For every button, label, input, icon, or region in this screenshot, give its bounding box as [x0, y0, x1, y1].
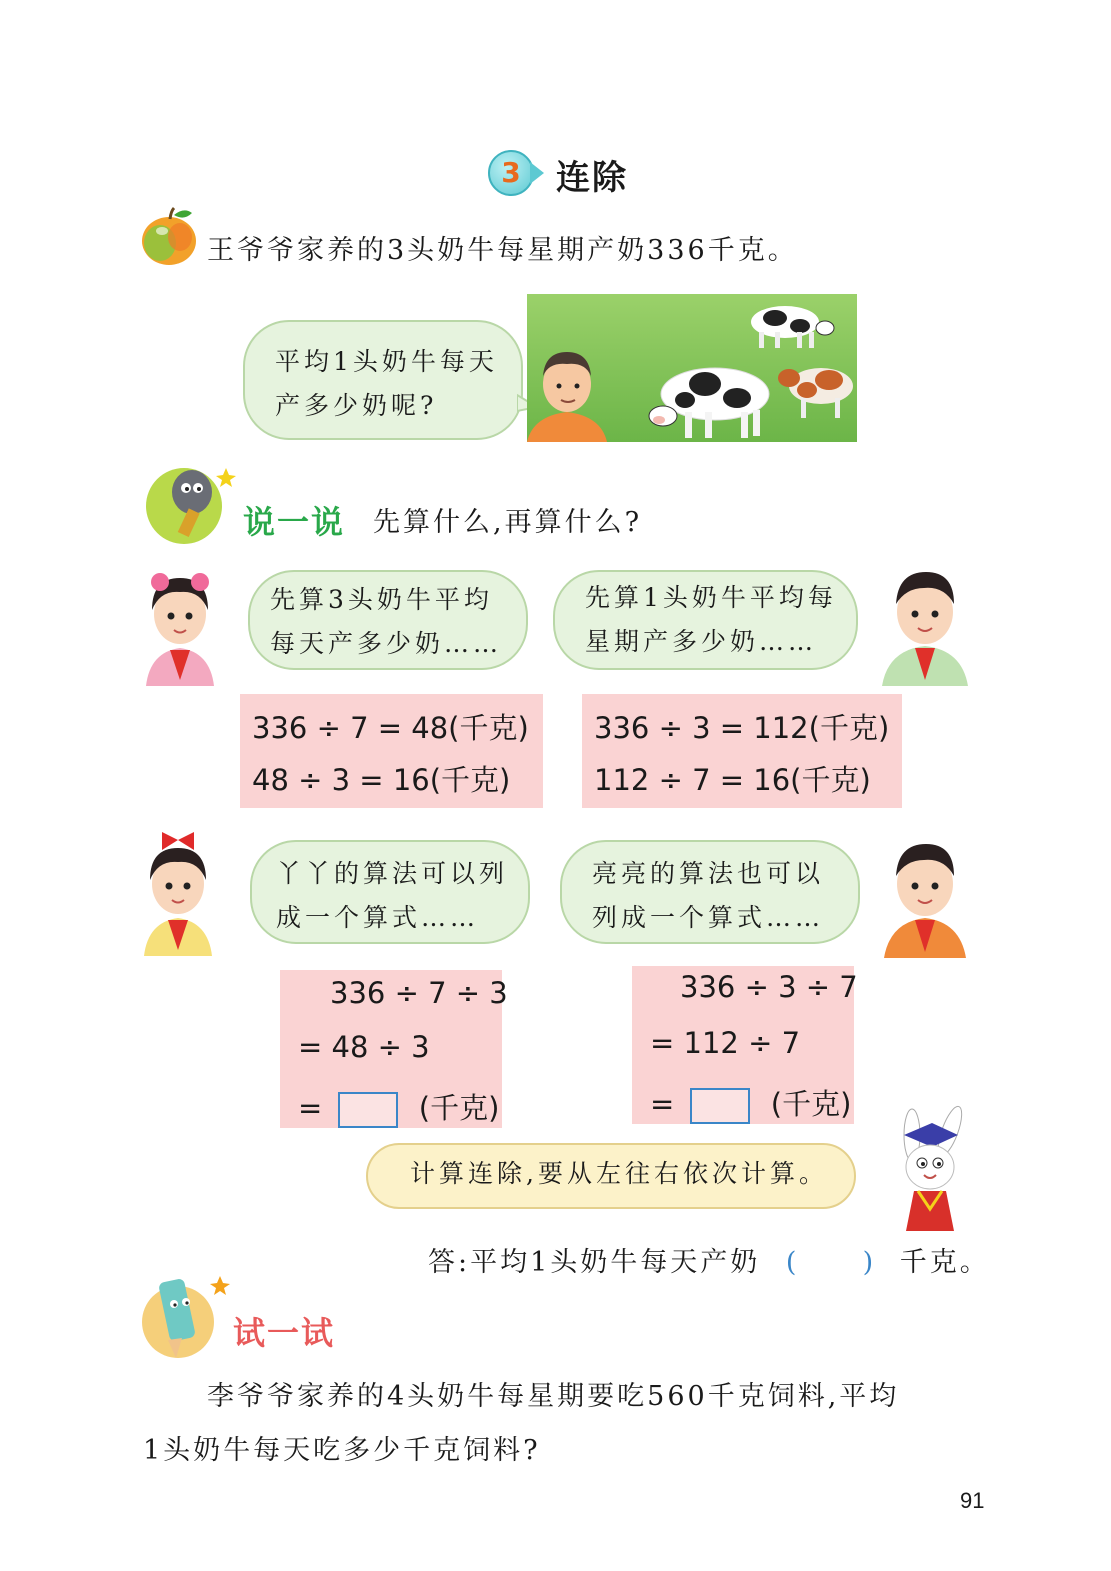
boy-avatar: [880, 560, 970, 686]
microphone-mascot-icon: [140, 460, 240, 546]
answer-blank-right[interactable]: [690, 1088, 750, 1124]
boy-bubble-2-line-2: 列成一个算式……: [592, 903, 825, 932]
answer-suffix: 千克。: [899, 1247, 990, 1278]
equals-sign: =: [650, 1087, 675, 1121]
calc-right-2-line-1: 336 ÷ 3 ÷ 7: [680, 970, 858, 1004]
calc-right-1-line-1: 336 ÷ 3 = 112(千克): [594, 711, 890, 745]
girl-bubble-1-line-2: 每天产多少奶……: [270, 629, 503, 658]
rabbit-tip-text: 计算连除,要从左往右依次计算。: [410, 1159, 828, 1188]
calc-left-2-line-1: 336 ÷ 7 ÷ 3: [330, 976, 508, 1010]
farm-illustration: [527, 294, 857, 442]
calc-left-1-line-1: 336 ÷ 7 = 48(千克): [252, 711, 529, 745]
question-line-2: 产多少奶呢?: [275, 391, 438, 420]
answer-blank-left[interactable]: [338, 1092, 398, 1128]
girl-yaya-avatar: [138, 830, 218, 956]
calc-right-2-line-3: [650, 1082, 851, 1124]
page-number: 91: [960, 1488, 985, 1513]
girl-bubble-1-line-1: 先算3头奶牛平均: [270, 585, 493, 614]
calc-right-2-line-2: = 112 ÷ 7: [650, 1026, 801, 1060]
calc-left-2-line-2: = 48 ÷ 3: [298, 1030, 430, 1064]
calc-left-1-line-2: 48 ÷ 3 = 16(千克): [252, 763, 511, 797]
question-line-1: 平均1头奶牛每天: [275, 347, 498, 376]
girl-bubble-2-line-2: 成一个算式……: [276, 903, 480, 932]
girl-bubble-2-line-1: 丫丫的算法可以列: [276, 859, 509, 888]
boy-bubble-1-line-2: 星期产多少奶……: [585, 627, 818, 656]
rabbit-teacher-icon: [880, 1105, 976, 1231]
apple-icon: [140, 205, 200, 267]
boy-bubble-2-line-1: 亮亮的算法也可以: [592, 859, 825, 888]
say-prompt: 先算什么,再算什么?: [373, 507, 643, 538]
exercise-line-2: 1头奶牛每天吃多少千克饲料?: [143, 1435, 541, 1466]
boy-liangliang-avatar: [882, 832, 968, 958]
unit-label: (千克): [770, 1087, 852, 1121]
say-label: 说一说: [243, 503, 346, 541]
boy-bubble-1-line-1: 先算1头奶牛平均每: [585, 583, 837, 612]
try-label: 试一试: [233, 1314, 336, 1352]
girl-avatar: [140, 560, 220, 686]
badge-arrow-icon: [530, 162, 544, 184]
pencil-mascot-icon: [138, 1270, 234, 1362]
answer-prefix: 答:平均1头奶牛每天产奶: [428, 1247, 761, 1278]
answer-line: [428, 1240, 990, 1279]
calc-right-1-line-2: 112 ÷ 7 = 16(千克): [594, 763, 871, 797]
exercise-line-1: 李爷爷家养的4头奶牛每星期要吃560千克饲料,平均: [207, 1381, 900, 1412]
page-title: 连除: [556, 158, 628, 198]
problem-statement: 王爷爷家养的3头奶牛每星期产奶336千克。: [207, 235, 798, 266]
answer-close-paren: ): [862, 1247, 877, 1278]
section-number-badge: 3: [488, 150, 534, 196]
answer-open-paren: (: [785, 1247, 800, 1278]
unit-label: (千克): [418, 1091, 500, 1125]
equals-sign: =: [298, 1091, 323, 1125]
calc-left-2-line-3: [298, 1086, 499, 1128]
